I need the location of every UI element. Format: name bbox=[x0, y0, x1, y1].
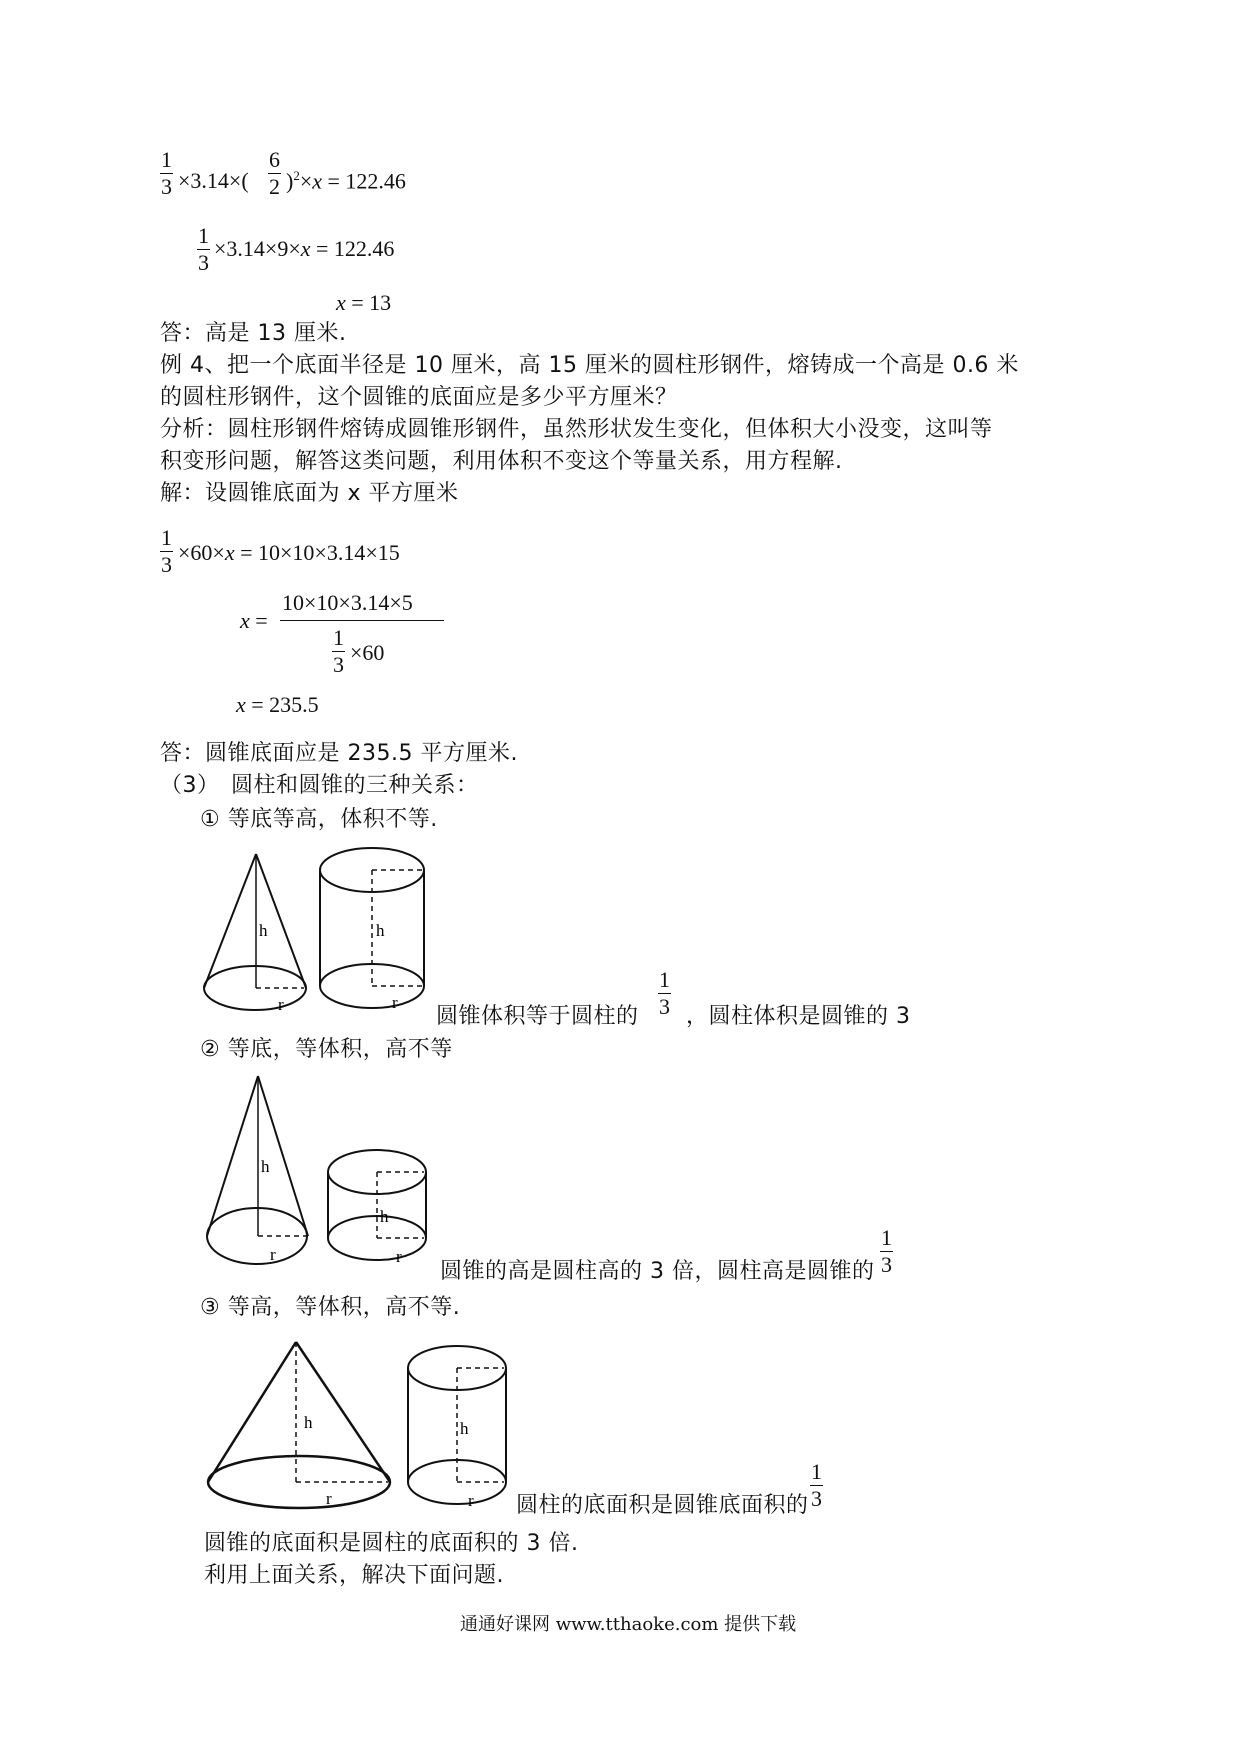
equation-5-numerator: 10×10×3.14×5 bbox=[282, 590, 413, 615]
analysis-line-2: 积变形问题，解答这类问题，利用体积不变这个等量关系，用方程解. bbox=[160, 449, 843, 474]
figure-equal-base-equal-height bbox=[196, 836, 436, 1016]
cone-icon bbox=[207, 1076, 308, 1264]
fraction-six-halves: 6 2 bbox=[269, 147, 280, 199]
cylinder-icon bbox=[320, 848, 424, 1008]
equation-3: x = 13 bbox=[336, 290, 392, 315]
cylinder-icon bbox=[328, 1150, 426, 1260]
example-4-line-1: 例 4、把一个底面半径是 10 厘米，高 15 厘米的圆柱形钢件，熔铸成一个高是 0.6 米 bbox=[160, 353, 1019, 378]
fraction-one-third: 1 3 bbox=[659, 967, 670, 1019]
radius-label: r bbox=[278, 995, 284, 1014]
equation-1-rest: )$^2$×x = 122.46 bbox=[286, 168, 406, 194]
case-1-caption-b: ，圆柱体积是圆锥的 3 bbox=[686, 1004, 911, 1029]
fraction-bar bbox=[280, 620, 444, 621]
radius-label: r bbox=[270, 1245, 276, 1264]
equation-4: ×60×x = 10×10×3.14×15 bbox=[178, 540, 400, 565]
cylinder-icon bbox=[408, 1346, 506, 1504]
radius-label: r bbox=[326, 1489, 332, 1508]
figure-equal-base-equal-volume bbox=[200, 1070, 440, 1286]
fraction-one-third: 1 3 bbox=[881, 1225, 892, 1277]
fraction-one-third: 1 3 bbox=[161, 147, 172, 199]
analysis-line-1: 分析：圆柱形钢件熔铸成圆锥形钢件，虽然形状发生变化，但体积大小没变，这叫等 bbox=[160, 417, 993, 442]
case-2-title: ② 等底，等体积，高不等 bbox=[200, 1037, 453, 1062]
fraction-one-third: 1 3 bbox=[198, 223, 209, 275]
height-label: h bbox=[460, 1419, 469, 1438]
radius-label: r bbox=[468, 1491, 474, 1510]
section-3-title: （3） 圆柱和圆锥的三种关系： bbox=[160, 773, 479, 798]
answer-2: 答：圆锥底面应是 235.5 平方厘米. bbox=[160, 741, 518, 766]
answer-1: 答：高是 13 厘米. bbox=[160, 321, 347, 346]
height-label: h bbox=[376, 921, 385, 940]
equation-2: ×3.14×9×x = 122.46 bbox=[214, 236, 395, 261]
height-label: h bbox=[304, 1413, 313, 1432]
footer-source: 通通好课网 www.tthaoke.com 提供下载 bbox=[460, 1614, 797, 1635]
radius-label: r bbox=[396, 1247, 402, 1266]
cone-icon bbox=[204, 854, 306, 1010]
equation-6: x = 235.5 bbox=[236, 692, 319, 717]
fraction-one-third: 1 3 bbox=[811, 1459, 822, 1511]
fraction-one-third: 1 3 bbox=[161, 525, 172, 577]
fraction-one-third: 1 3 bbox=[333, 625, 344, 677]
equation-1: ×3.14×( bbox=[178, 168, 249, 193]
case-3-caption: 圆柱的底面积是圆锥底面积的 bbox=[516, 1493, 809, 1518]
example-4-line-2: 的圆柱形钢件，这个圆锥的底面应是多少平方厘米？ bbox=[160, 385, 678, 410]
figure-equal-height-equal-volume bbox=[200, 1334, 520, 1514]
case-3-line-2: 圆锥的底面积是圆柱的底面积的 3 倍. bbox=[204, 1531, 579, 1556]
height-label: h bbox=[259, 921, 268, 940]
height-label: h bbox=[261, 1157, 270, 1176]
closing-text: 利用上面关系，解决下面问题. bbox=[204, 1563, 504, 1588]
case-2-caption: 圆锥的高是圆柱高的 3 倍，圆柱高是圆锥的 bbox=[440, 1259, 875, 1284]
solution-intro: 解：设圆锥底面为 x 平方厘米 bbox=[160, 481, 459, 506]
case-1-caption-a: 圆锥体积等于圆柱的 bbox=[436, 1004, 639, 1029]
case-1-title: ① 等底等高，体积不等. bbox=[200, 807, 438, 832]
radius-label: r bbox=[392, 993, 398, 1012]
case-3-title: ③ 等高，等体积，高不等. bbox=[200, 1295, 461, 1320]
cone-icon bbox=[208, 1342, 390, 1508]
equation-5-lhs: x = bbox=[240, 608, 268, 633]
height-label: h bbox=[380, 1207, 389, 1226]
equation-5-denominator: ×60 bbox=[350, 640, 385, 665]
